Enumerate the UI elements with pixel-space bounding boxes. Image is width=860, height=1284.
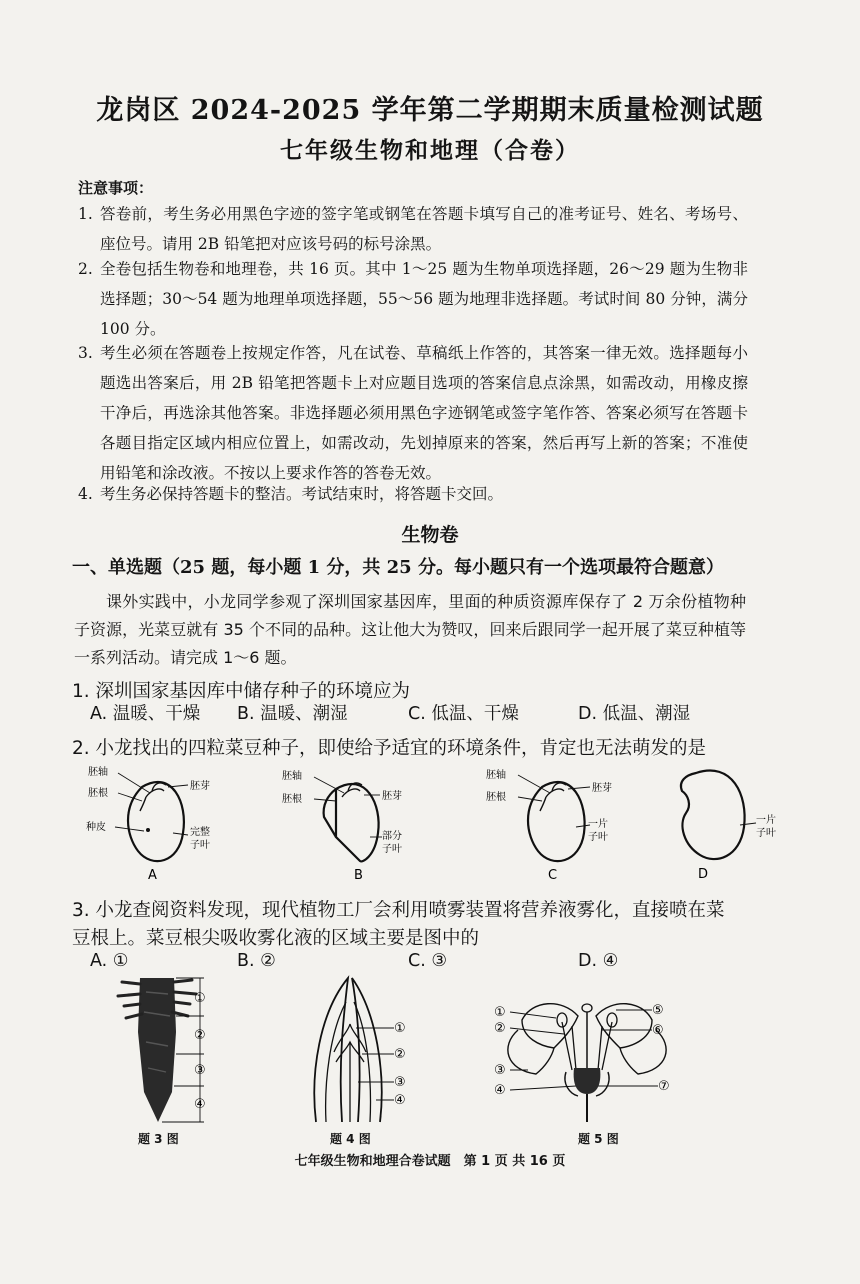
fig3-marker-1: ① (194, 991, 206, 1006)
fig5-marker-1: ① (494, 1005, 506, 1020)
notice-item-text: 全卷包括生物卷和地理卷，共 16 页。其中 1～25 题为生物单项选择题，26～29 题为生物非选择题；30～54 题为地理单项选择题，55～56 题为地理非选择题。考试时间 80 分钟，满分 100 分。 (100, 260, 748, 338)
seed-c-label-cotyledon: 子叶 (588, 832, 608, 843)
q3-option-d: D. ④ (578, 951, 619, 971)
fig3-caption: 题 3 图 (138, 1132, 179, 1146)
seed-a-label-radicle: 胚根 (88, 788, 108, 799)
q1-option-b: B. 温暖、潮湿 (237, 704, 348, 724)
q3-option-a: A. ① (90, 951, 129, 971)
fig5-marker-6: ⑥ (652, 1023, 664, 1038)
notice-item-text: 考生必须在答题卷上按规定作答，凡在试卷、草稿纸上作答的，其答案一律无效。选择题每小题选出答案后，用 2B 铅笔把答题卡上对应题目选项的答案信息点涂黑，如需改动，用橡皮擦干净后，再选涂其他答案。非选择题必须用黑色字迹钢笔或签字笔作答、答案必须写在答题卡各题目指定区域内相应位置上，如需改动，先划掉原来的答案，然后再写上新的答案；不准使用铅笔和涂改液。不按以上要求作答的答卷无效。 (100, 344, 748, 482)
fig5-marker-3: ③ (494, 1063, 506, 1078)
fig4-marker-1: ① (394, 1021, 406, 1036)
seed-c-label-plumule: 胚芽 (592, 783, 612, 794)
q3-option-b: B. ② (237, 951, 276, 971)
question-1-stem: 1. 深圳国家基因库中储存种子的环境应为 (72, 681, 411, 702)
seed-c-label-axis: 胚轴 (486, 770, 506, 781)
seed-a-letter: A (148, 868, 157, 883)
q3-option-c: C. ③ (408, 951, 448, 971)
q1-option-c: C. 低温、干燥 (408, 704, 519, 724)
fig3-marker-2: ② (194, 1028, 206, 1043)
notice-item-number: 4. (78, 485, 93, 503)
seed-c-label-one: 一片 (588, 819, 608, 830)
seed-c-letter: C (548, 868, 558, 883)
notice-item-number: 2. (78, 260, 93, 278)
fig4-caption: 题 4 图 (330, 1132, 371, 1146)
fig5-marker-7: ⑦ (658, 1079, 670, 1094)
notice-item-text: 答卷前，考生务必用黑色字迹的签字笔或钢笔在答题卡填写自己的准考证号、姓名、考场号、座位号。请用 2B 铅笔把对应该号码的标号涂黑。 (100, 205, 748, 253)
fig3-marker-4: ④ (194, 1097, 206, 1112)
seed-a-label-complete: 完整 (190, 827, 210, 838)
section-title: 生物卷 (401, 524, 459, 546)
seed-a-label-axis: 胚轴 (88, 767, 108, 778)
question-3-stem-line-1: 3. 小龙查阅资料发现，现代植物工厂会利用喷雾装置将营养液雾化，直接喷在菜 (72, 900, 725, 921)
question-3-stem-line-2: 豆根上。菜豆根尖吸收雾化液的区域主要是图中的 (72, 928, 480, 949)
notice-item-number: 1. (78, 205, 93, 223)
notice-item-2 (78, 254, 748, 344)
bud-diagram (296, 972, 426, 1132)
notice-item-text: 考生务必保持答题卡的整洁。考试结束时，将答题卡交回。 (100, 485, 504, 503)
seed-diagram-c (484, 765, 634, 883)
page-footer: 七年级生物和地理合卷试题 第 1 页 共 16 页 (294, 1154, 566, 1169)
notice-heading: 注意事项： (78, 179, 154, 197)
notice-item-3 (78, 338, 748, 488)
part-title: 一、单选题（25 题，每小题 1 分，共 25 分。每小题只有一个选项最符合题意） (72, 557, 724, 578)
flower-diagram (492, 990, 712, 1130)
notice-item-1 (78, 199, 748, 259)
seed-d-letter: D (698, 867, 709, 882)
root-tip-diagram (112, 972, 222, 1132)
q1-option-d: D. 低温、潮湿 (578, 704, 691, 724)
seed-b-label-radicle: 胚根 (282, 794, 302, 805)
notice-item-number: 3. (78, 344, 93, 362)
seed-c-label-radicle: 胚根 (486, 792, 506, 803)
seed-b-label-cotyledon: 子叶 (382, 844, 402, 855)
fig5-marker-4: ④ (494, 1083, 506, 1098)
seed-diagram-d (652, 765, 792, 883)
notice-item-4 (78, 479, 748, 509)
seed-a-label-cotyledon: 子叶 (190, 840, 210, 851)
seed-a-label-coat: 种皮 (86, 822, 106, 833)
intro-paragraph: 课外实践中，小龙同学参观了深圳国家基因库，里面的种质资源库保存了 2 万余份植物种子资源，光菜豆就有 35 个不同的品种。这让他大为赞叹，回来后跟同学一起开展了菜豆种植等一系列活动。请完成 1～6 题。 (74, 592, 746, 667)
fig5-caption: 题 5 图 (578, 1132, 619, 1146)
exam-subtitle: 七年级生物和地理（合卷） (280, 137, 580, 164)
q1-option-a: A. 温暖、干燥 (90, 704, 201, 724)
seed-d-label-one: 一片 (756, 815, 776, 826)
seed-d-label-cotyledon: 子叶 (756, 828, 776, 839)
seed-diagram-a (80, 765, 230, 883)
seed-b-label-plumule: 胚芽 (382, 791, 402, 802)
fig5-marker-5: ⑤ (652, 1003, 664, 1018)
fig4-marker-4: ④ (394, 1093, 406, 1108)
seed-b-letter: B (354, 868, 363, 883)
seed-b-label-partial: 部分 (382, 831, 402, 842)
fig5-marker-2: ② (494, 1021, 506, 1036)
question-2-stem: 2. 小龙找出的四粒菜豆种子，即使给予适宜的环境条件，肯定也无法萌发的是 (72, 738, 707, 759)
seed-a-label-plumule: 胚芽 (190, 781, 210, 792)
seed-diagram-b (278, 765, 428, 883)
seed-b-label-axis: 胚轴 (282, 771, 302, 782)
fig3-marker-3: ③ (194, 1063, 206, 1078)
fig4-marker-2: ② (394, 1047, 406, 1062)
fig4-marker-3: ③ (394, 1075, 406, 1090)
exam-title: 龙岗区 2024-2025 学年第二学期期末质量检测试题 (96, 95, 764, 126)
